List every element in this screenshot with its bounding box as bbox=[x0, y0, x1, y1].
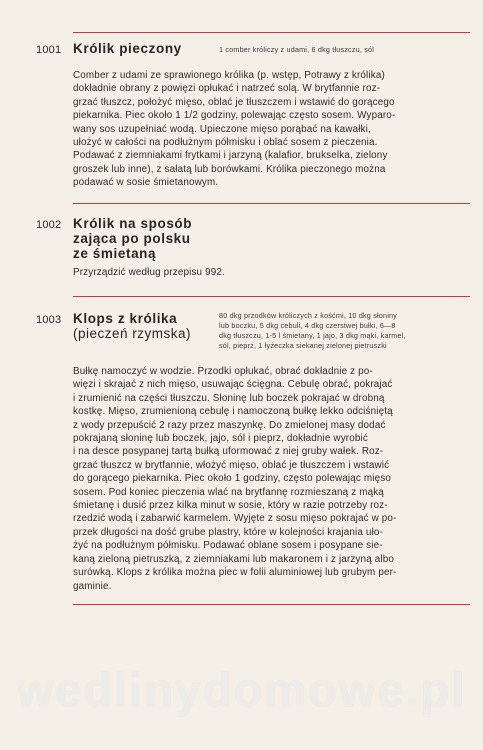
text-line: wany sos uzupełniać wodą. Upieczone mięso porąbać na kawałki, bbox=[73, 123, 371, 135]
text-line: przek długości na dość grube plastry, które w kolejności krajania uło- bbox=[73, 526, 384, 538]
ingredient-line: dkg tłuszczu, 1-5 l śmietany, 1 jajo, 3 dkg mąki, karmel, bbox=[219, 331, 406, 340]
text-line: grzać tłuszcz w brytfannie, włożyć mięso, oblać je tłuszczem i wstawić bbox=[73, 459, 390, 471]
text-line: do gorącego piekarnika. Piec około 1 godziny, często polewając mięso bbox=[73, 473, 391, 485]
text-line: z wody przepuścić 2 razy przez maszynkę. Do zmielonej masy dodać bbox=[73, 419, 386, 431]
recipe-title-line: Klops z królika bbox=[73, 311, 178, 326]
text-line: pokrajaną słoninę lub boczek, jajo, sól i pieprz, dokładnie wyrobić bbox=[73, 433, 368, 445]
text-line: żyć na podłużnym półmisku. Podawać oblane sosem i posypane sie- bbox=[73, 540, 383, 552]
recipe-subtitle: (pieczeń rzymska) bbox=[73, 326, 192, 341]
divider-rule bbox=[73, 32, 470, 33]
recipe-body bbox=[73, 266, 475, 279]
text-line: więzi i skrajać z nich mięso, usuwając ścięgna. Cebulę obrać, pokrajać bbox=[73, 379, 393, 391]
recipe-number: 1002 bbox=[36, 219, 62, 231]
recipe-title bbox=[73, 311, 191, 341]
text-line: podawać w sosie śmietanowym. bbox=[73, 177, 219, 189]
text-line: groszek lub inne), z sałatą lub borówkami. Królika pieczonego można bbox=[73, 163, 386, 175]
text-line: Comber z udami ze sprawionego królika (p. wstęp, Potrawy z królika) bbox=[73, 70, 385, 81]
text-line: śmietanę i dusić przez kilka minut w sosie, który w razie potrzeby roz- bbox=[73, 500, 388, 512]
recipe-title: Królik pieczony bbox=[73, 41, 182, 56]
ingredient-line: 80 dkg przodków króliczych z kośćmi, 10 dkg słoniny bbox=[219, 311, 397, 320]
divider-rule bbox=[73, 604, 470, 605]
ingredient-line: sól, pieprz, 1 łyżeczka siekanej zielonej pietruszki bbox=[219, 341, 387, 350]
recipe-title-line: ze śmietaną bbox=[73, 246, 157, 261]
recipe-number: 1001 bbox=[36, 44, 62, 56]
text-line: i zrumienić na części tłuszczu. Słoninę lub boczek pokrajać w drobną bbox=[73, 392, 385, 404]
recipe-ingredients: 1 comber króliczy z udami, 6 dkg tłuszczu, sól bbox=[219, 45, 374, 54]
text-line: rzedzić wodą i zabarwić karmelem. Wyjęte z sosu mięso pokrajać w po- bbox=[73, 513, 397, 525]
text-line: dokładnie obrany z powięzi opłukać i natrzeć solą. W brytfannie roz- bbox=[73, 83, 381, 95]
divider-rule bbox=[73, 203, 470, 204]
recipe-title-line: Królik na sposób bbox=[73, 216, 193, 231]
text-line: i na desce posypanej tartą bułką uformować z niej gruby wałek. Roz- bbox=[73, 446, 384, 458]
text-line: kaną zieloną pietruszką, z ziemniakami lub makaronem i z jarzyną albo bbox=[73, 553, 395, 565]
recipe-number: 1003 bbox=[36, 314, 62, 326]
text-line: gaminie. bbox=[73, 580, 112, 592]
text-line: Przyrządzić według przepisu 992. bbox=[73, 267, 225, 278]
text-line: Podawać z ziemniakami frytkami i jarzyną (kalafior, brukselka, zielony bbox=[73, 150, 388, 162]
text-line: kostkę. Mięso, zrumienioną cebulę i namoczoną bułkę lekko odciśniętą bbox=[73, 406, 393, 418]
ingredient-line: lub boczku, 5 dkg cebuli, 4 dkg czerstwej bułki, 6—8 bbox=[219, 321, 396, 330]
divider-rule bbox=[73, 296, 470, 297]
text-line: Bułkę namoczyć w wodzie. Przodki opłukać, obrać dokładnie z po- bbox=[73, 366, 373, 377]
watermark: wedlinydomowe.pl bbox=[16, 663, 467, 716]
text-line: ułożyć w całości na podłużnym półmisku i oblać sosem z pieczenia. bbox=[73, 137, 378, 149]
text-line: sosem. Pod koniec pieczenia wlać na brytfannę rozmieszaną z mąką bbox=[73, 486, 384, 498]
text-line: piekarnika. Piec około 1 1/2 godziny, polewając często sosem. Wyparo- bbox=[73, 110, 396, 122]
text-line: surówką. Klops z królika można piec w folii aluminiowej lub grubym per- bbox=[73, 567, 397, 579]
recipe-title bbox=[73, 216, 192, 261]
recipe-body bbox=[73, 69, 475, 190]
recipe-title-line: zająca po polsku bbox=[73, 231, 191, 246]
text-line: grzać tłuszcz, położyć mięso, oblać je tłuszczem i wstawić do gorącego bbox=[73, 96, 395, 108]
recipe-ingredients bbox=[219, 311, 406, 351]
recipe-body bbox=[73, 365, 475, 593]
